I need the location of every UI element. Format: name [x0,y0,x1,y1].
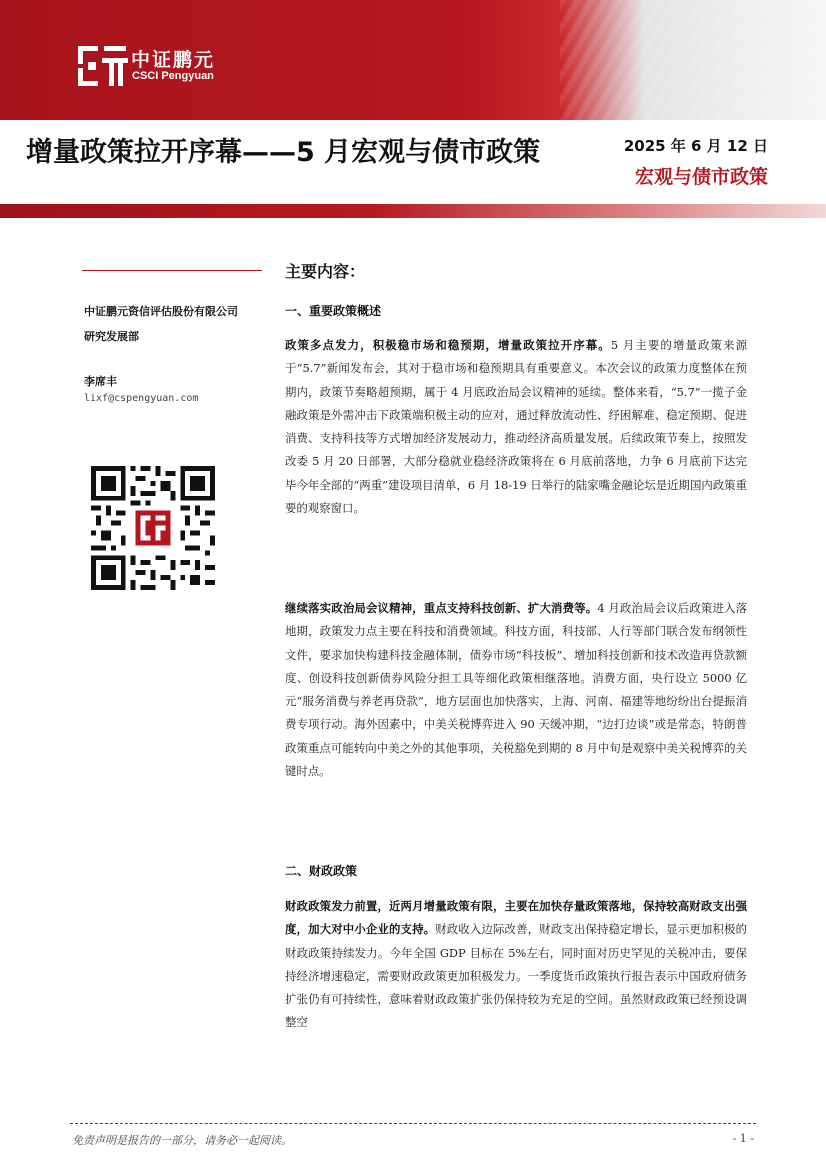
organization-name: 中证鹏元资信评估股份有限公司 [84,305,238,318]
header-divider-bar [0,204,826,218]
banner-stripe-pattern [560,0,826,120]
paragraph-2-lead: 继续落实政治局会议精神，重点支持科技创新、扩大消费等。 [285,601,598,615]
qr-code-icon[interactable] [91,466,215,590]
report-date: 2025 年 6 月 12 日 [623,137,768,155]
footer-disclaimer: 免责声明是报告的一部分，请务必一起阅读。 [72,1134,292,1147]
section-heading-2: 二、财政政策 [285,864,358,878]
page-number: - 1 - [732,1132,754,1145]
csci-logo-icon [76,44,128,88]
sidebar-divider [82,270,262,271]
section-heading-1: 一、重要政策概述 [285,304,382,318]
paragraph-3-lead: 财政政策发力前置，近两月增量政策有限，主要在加快存量政策落地，保持较高财政支出强度，加大对中小企业的支持。 [285,899,747,937]
report-category: 宏观与债市政策 [634,166,768,188]
footer-divider [70,1123,756,1124]
brand-name-cn: 中证鹏元 [131,49,216,71]
paragraph-1 [285,334,747,520]
department-name: 研究发展部 [84,330,139,343]
paragraph-1-lead: 政策多点发力，积极稳市场和稳预期，增量政策拉开序幕。 [285,338,611,352]
report-title: 增量政策拉开序幕——5 月宏观与债市政策 [26,137,541,168]
analyst-name: 李席丰 [84,375,117,388]
header-banner [0,0,826,120]
main-heading: 主要内容： [285,262,366,281]
paragraph-2 [285,597,747,783]
paragraph-1-body: 5 月主要的增量政策来源于“5.7”新闻发布会，其对于稳市场和稳预期具有重要意义。本次会议的政策力度整体在预期内，政策节奏略超预期，属于 4 月底政治局会议精神的延续。整体来看，“5.7”一揽子金融政策是外需冲击下政策端积极主动的应对，通过释放流动性、纾困解难、稳定预期、促进消费、支持科技等方式增加经济发展动力，推动经济高质量发展。后续政策节奏上，按照发改委 5 月 20 日部署，大部分稳就业稳经济政策将在 6 月底前落地，力争 6 月底前下达完毕今年全部的“两重”建设项目清单，6 月 18-19 日举行的陆家嘴金融论坛是近期国内政策重要的观察窗口。 [285,338,747,516]
brand-name-en: CSCI Pengyuan [132,70,214,82]
paragraph-2-body: 4 月政治局会议后政策进入落地期，政策发力点主要在科技和消费领域。科技方面，科技部、人行等部门联合发布纲领性文件，要求加快构建科技金融体制，债券市场“科技板”、增加科技创新和技术改造再贷款额度、创设科技创新债券风险分担工具等细化政策相继落地。消费方面，央行设立 5000 亿元“服务消费与养老再贷款”，地方层面也加快落实，上海、河南、福建等地纷纷出台提振消费专项行动。海外因素中，中美关税博弈进入 90 天缓冲期，“边打边谈”或是常态，特朗普政策重点可能转向中美之外的其他事项，关税豁免到期的 8 月中旬是观察中美关税博弈的关键时点。 [285,601,747,779]
paragraph-3 [285,895,747,1035]
paragraph-3-body: 财政收入边际改善，财政支出保持稳定增长，显示更加积极的财政政策持续发力。今年全国 GDP 目标在 5%左右，同时面对历史罕见的关税冲击，要保持经济增速稳定，需要财政政策更加积极发力。一季度货币政策执行报告表示中国政府债务扩张仍有可持续性，意味着财政政策扩张仍保持较为充足的空间。虽然财政政策已经预设调整空 [285,922,747,1030]
analyst-email-link[interactable]: lixf@cspengyuan.com [84,393,199,404]
